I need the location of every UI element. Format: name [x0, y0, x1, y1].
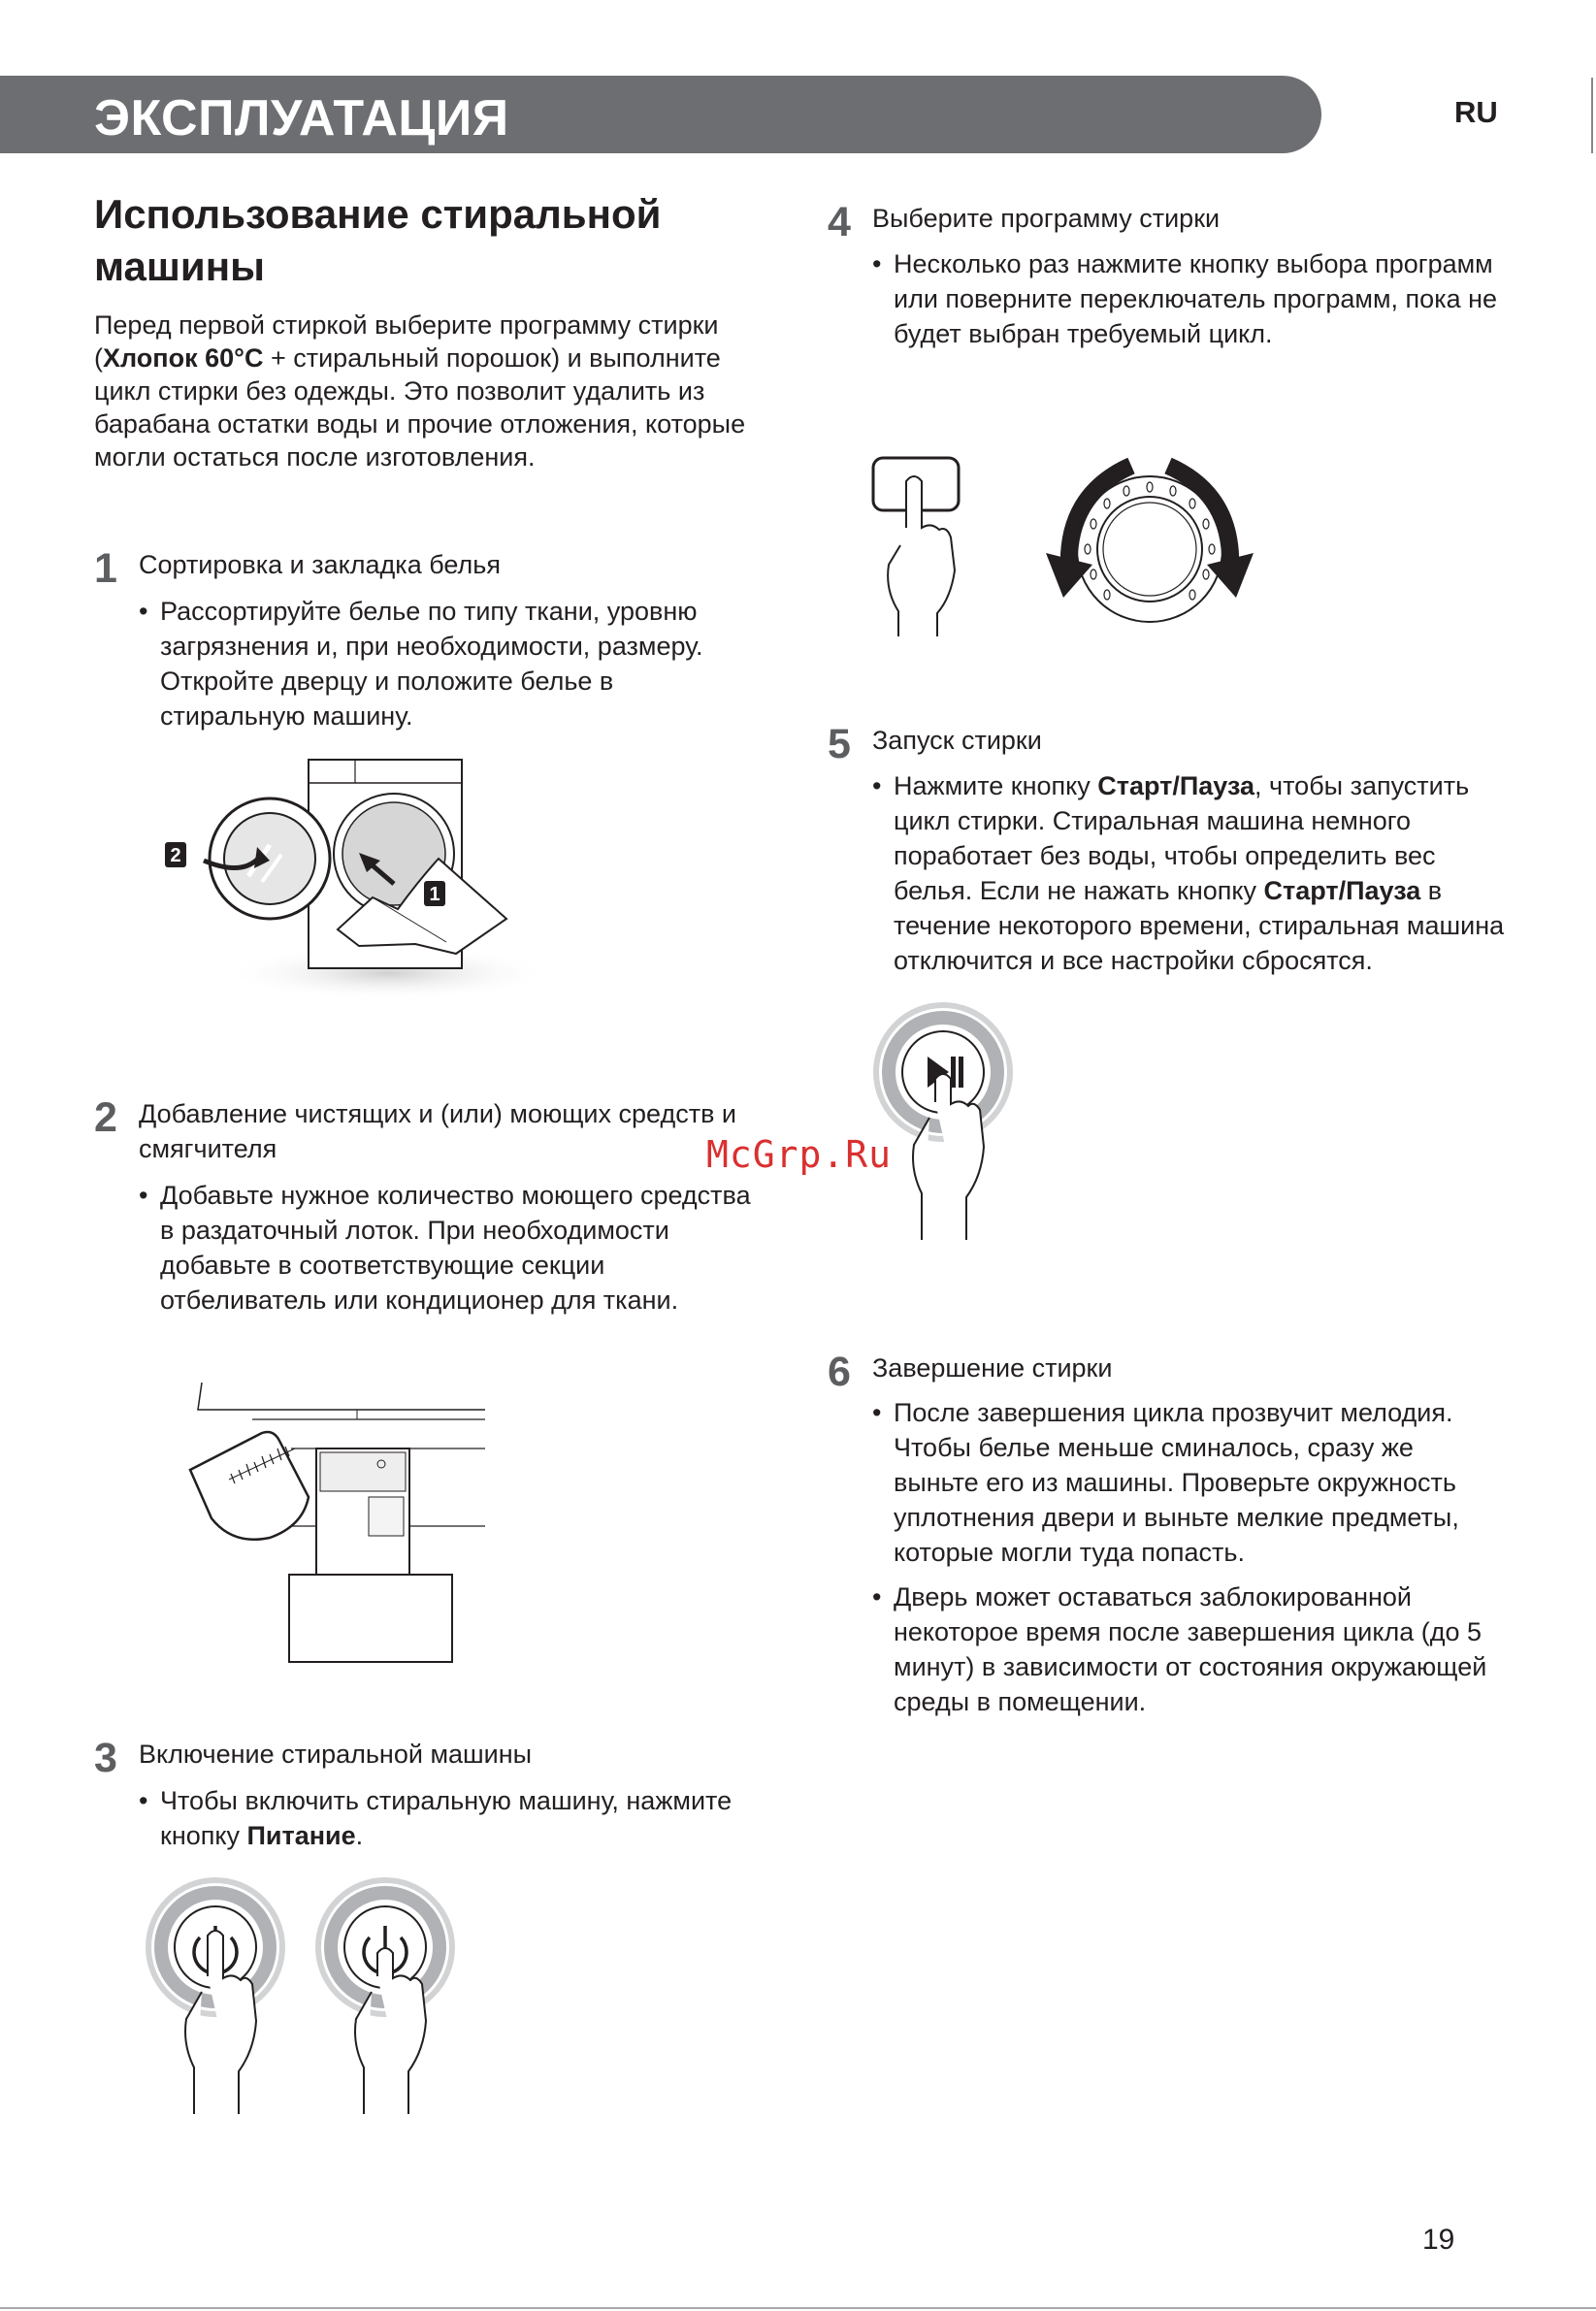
page-number: 19	[1422, 2224, 1455, 2256]
step-2-bullet: • Добавьте нужное количество моющего средства в раздаточный лоток. При необходимости добавьте в соответствующие секции отбеливатель или кондиционер для ткани.	[139, 1181, 751, 1315]
power-button-illustration	[146, 1877, 466, 2115]
step-1-title: Сортировка и закладка белья	[139, 550, 501, 579]
callout-1-label: 1	[429, 884, 440, 905]
language-tag: RU	[1454, 95, 1498, 129]
load-laundry-illustration	[165, 752, 572, 1004]
step-5-title: Запуск стирки	[872, 726, 1042, 755]
header-title: ЭКСПЛУАТАЦИЯ	[94, 90, 509, 146]
program-button-press	[873, 458, 959, 636]
step-6-bullet-2: • Дверь может оставаться заблокированной некоторое время после завершения цикла (до 5 минут) в зависимости от состояния окружающей среды в помещении.	[872, 1582, 1487, 1716]
step-4-title: Выберите программу стирки	[872, 204, 1221, 233]
step-6-bullet-1: • После завершения цикла прозвучит мелодия. Чтобы белье меньше сминалось, сразу же выньте его из машины. Проверьте окружность уплотнения двери и выньте мелкие предметы, которые могли туда попасть.	[872, 1398, 1459, 1567]
page-bottom-edge	[0, 2307, 1596, 2309]
step-2-number: 2	[94, 1094, 117, 1141]
step-5-bullet: • Нажмите кнопку Старт/Пауза, чтобы запустить цикл стирки. Стиральная машина немного поработает без воды, чтобы определить вес белья. Если не нажать кнопку Старт/Пауза в течение некоторого времени, стиральная машина отключится и все настройки сбросятся.	[872, 771, 1505, 975]
callout-2-label: 2	[170, 845, 181, 866]
start-pause-button-illustration	[869, 1001, 1034, 1244]
step-4-number: 4	[828, 199, 851, 245]
step-6-title: Завершение стирки	[872, 1353, 1113, 1383]
power-button-press-left	[148, 1880, 282, 2114]
page-edge-mark	[1591, 78, 1593, 153]
watermark: McGrp.Ru	[706, 1133, 893, 1176]
program-selector-illustration	[871, 456, 1376, 650]
step-1-bullet: • Рассортируйте белье по типу ткани, уровню загрязнения и, при необходимости, размеру. Откройте дверцу и положите белье в стиральную машину.	[139, 597, 703, 731]
step-1-number: 1	[94, 545, 117, 592]
step-6-number: 6	[828, 1349, 851, 1395]
step-3-number: 3	[94, 1735, 117, 1781]
detergent-dispenser-illustration	[194, 1383, 495, 1674]
section-title: Использование стиральной машины	[94, 191, 662, 289]
step-3-title: Включение стиральной машины	[139, 1740, 533, 1769]
intro-paragraph: Перед первой стиркой выберите программу стирки (Хлопок 60°C + стиральный порошок) и выполните цикл стирки без одежды. Это позволит удалить из барабана остатки воды и прочие отложения, которые могли остаться после изготовления.	[94, 310, 746, 472]
step-3-bullet: • Чтобы включить стиральную машину, нажмите кнопку Питание.	[139, 1786, 733, 1850]
step-5-number: 5	[828, 721, 851, 767]
power-button-press-right	[318, 1880, 452, 2114]
step-2-title: Добавление чистящих и (или) моющих средств и смягчителя	[139, 1099, 737, 1163]
step-4-bullet: • Несколько раз нажмите кнопку выбора программ или поверните переключатель программ, пока не будет выбран требуемый цикл.	[872, 249, 1498, 348]
